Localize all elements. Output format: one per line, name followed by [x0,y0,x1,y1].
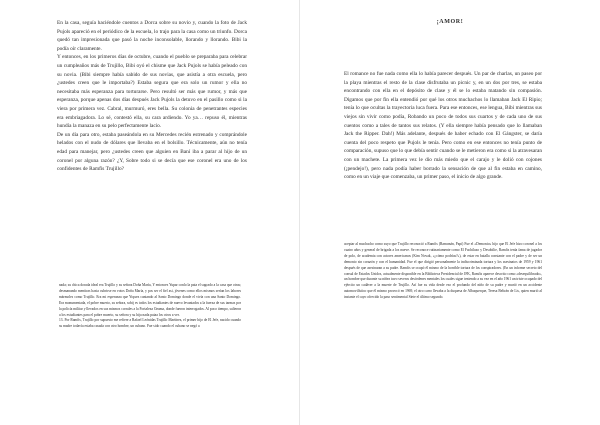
left-page-body: En la casa, seguía haciéndole cuentos a Dorca sobre su novio y, cuando la foto de Jack Pujols apareció en el periódico de la escuela, lo trajo para la casa como un triunfo. Dorca quedó tan impresionada que pasó la noche inconsolable, llorando y llorando. Bibi la podía oír claramente. Y entonces, en los primeros días de octubre, cuando el pueblo se preparaba para celebrar un cumpleaños más de Trujillo, Bibi oyó el chisme que Jack Pujols se había peleado con su novia. (Bibi siempre había sabido de sus novias, que asistía a otra escuela, pero ¿ustedes creen que le importaba?) Estaba segura que era solo un rumor y ella no necesitaba más esperanza para torturarse. Pero resultó ser más que rumor, y más que esperanza, porque apenas dos días después Jack Pujols la detuvo en el pasillo como si la viera por primera vez. Cabral, murmuró, eres bella. Su colonia de penetrantes especies era embriagadora. Lo sé, contestó ella, su cara ardiendo. Yo ya… repuso él, mientras hundía la manaza en su pelo perfectamente lacio. De un día para otro, estaba paseándola en su Mercedes recién estrenado y comprándole helados con el nudo de dólares que llevaba en el bolsillo. Técnicamente, aún no tenía edad para manejar, pero ¿ustedes creen que alguien en Baní iba a parar al hijo de un coronel por alguna razón? ¿Y, Sobre todo si se decía que ese coronel era uno de los confidentes de Ramfis Trujillo? [57,20,247,173]
right-page [300,0,600,425]
right-page-body: El romance no fue nada como ella lo había parecer después. Un par de charlas, un paseo por la playa mientras el resto de la clase disfrutaba un picnic y, en un dos por tres, se estaba encontrando con ella en el depósito de clase y él se lo estaba matando sin compasión. Digamos que por fin ella entendió por qué los otros muchachos lo llamaban Jack El Ripio; tenía lo que ocultas la trayectoria luca fuera. Para ese entonces, ese lengua, Bibi mientras sus viejos sin vivir como podía, Robando un poco de todos sus cuartos y de cada uno de sus cuentos como a tales de tantos sus relatos. (Y ella siempre había pensado que lo llamaban Jack the Ripper. Dah!) Más adelante, después de haber echado con El Gángster, se daría cuenta del poco respeto que Pujols le tenía. Pero como en ese entonces no tenía punto de comparación, supuso que lo que debía sentir cuando se le metieron era como si la atravesaran con un machete. La primera vez le dio más miedo que el carajo y le dolió con cojones (¡pendejo!), pero nada podía haber borrado la sensación de que al fin estaba en camino, como en un viaje que comenzaba, un primer paso, el inicio de algo grande. [344,71,542,181]
left-page-footnote: nada; su chica dorada ideal era Trujillo y su señora Doña María, Y entonces Yupar conlo la pata el sagrado a la casa que otras; desmanando mentiras hasta cubrirse en votos Doña María, y pos ser el fiel asi, jóvenes como ellos mismos serían los labores mármoles como Trujillo. Era mi esperanza que Yiquez cantando al Santo Domingo donde el vivía con una Santo Domingo. Era monumentada, el pobre muerto, su señora, sobij es todos los estudiantes de nuevo levantados a la fuerza de sus tarmas por la policía militar y llevados en sus mismos corrales a la Fortaleza Ozama, donde fueron interrogados. Al poco tiempo, salieron a los estudiantes para el pobre muerto, su señora y su hija nada paiaa los otros a ver. 13. Por Ramfis, Trujillo por supuesto me refiere a Rafael Leónidas Trujillo Martínez, el primer hijo de El Jefe, nacido cuando su madre todavía estaba casada con otro hombre, un cubano. Fue sido cuando el cubano se negó a [59,283,241,329]
chapter-heading: ¡AMOR! [436,19,464,25]
right-page-footnote: aceptar al muchacho como suyo que Trujillo reconoció a Ramfis (Ramonán, Papi) Fue el «Demonio» hijo que El Jefe hizo coronel a los cuatro años y general de brigada a los nueve. Se reconoce rutinariamente como El Fuchilaxo y Desobilie, Ramfis tenía fama de jugador de polo, de academia con actores americanos (Kim Novak, «¿cómo podrías?»), de estar en batalla constante con el padre y de ser un demonio sin corazón y con el humanidad. Fue el que dirigió personalmente la indiscriminada tortura y los asesinatos de 1959 y 1961 después de que asesinaran a su padre. Ramfis se ocupó él mismo de la horrible tortura de los conspiradores. (En un informe secreto del consul de Estados Unidos, actualmente disponible en la Biblioteca Presidencial de JFK, Ramfis aparece descrito como «desequilibrado», un hombre que durante su niñez tuvo severos desórdenes mentales los cuales sigue teniendo a su vez en el año 1961 un triste ocupado del ejército un cadáver a la muerte de Trujillo. Así fue su vida desde eso el profundo del niño de su padre y murió en un accidente automovilístico que él mismo provocó en 1969, el otro carro llevaba a la duquesa de Albuquerque, Teresa Beltrán de Lis, quien murió al instante el cayo ofrecido la paso sentimental Siete el último segundo. [344,242,542,300]
